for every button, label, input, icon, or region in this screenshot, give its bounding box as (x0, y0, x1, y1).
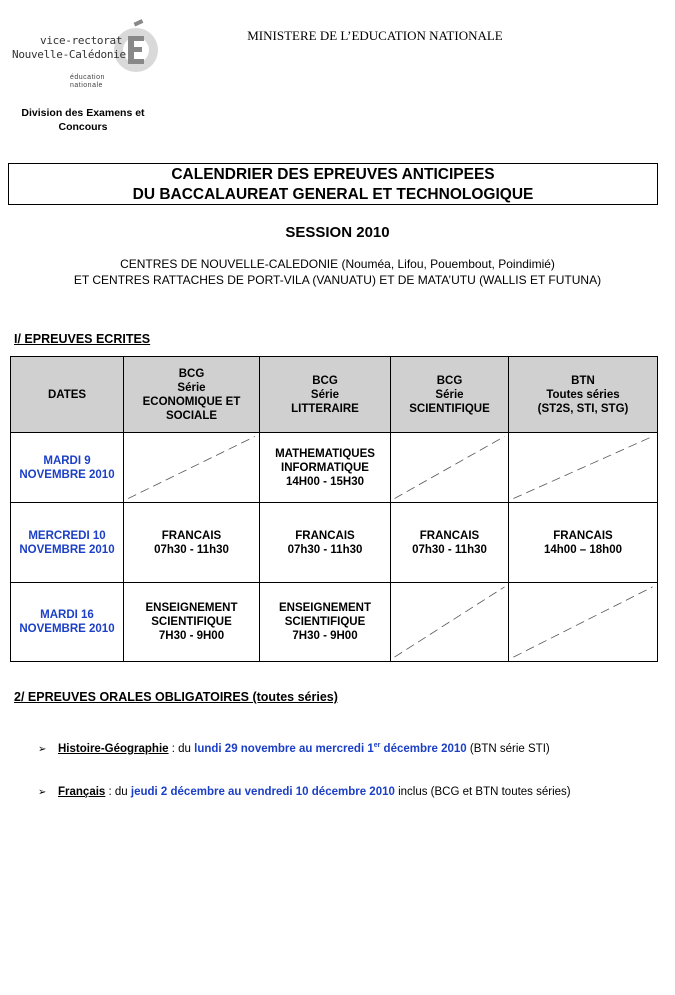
vice-rectorat-logo (10, 12, 160, 98)
empty-slot-cell (391, 583, 509, 662)
diagonal-strike-icon (509, 433, 657, 502)
centres-line2: ET CENTRES RATTACHES DE PORT-VILA (VANUATU) ET DE MATA’UTU (WALLIS ET FUTUNA) (73, 273, 602, 287)
column-header: DATES (11, 357, 124, 433)
oral-subject: Français (58, 786, 106, 798)
title-line2: DU BACCALAUREAT GENERAL ET TECHNOLOGIQUE (132, 186, 534, 203)
exam-slot-cell: MATHEMATIQUES INFORMATIQUE 14H00 - 15H30 (260, 433, 391, 503)
table-row (11, 503, 658, 583)
section-oral-exams-title: 2/ EPREUVES ORALES OBLIGATOIRES (toutes séries) (14, 690, 338, 704)
centres-text (0, 256, 675, 288)
table-header-row (11, 357, 658, 433)
column-header: BCG Série LITTERAIRE (260, 357, 391, 433)
exam-slot-cell: ENSEIGNEMENT SCIENTIFIQUE 7H30 - 9H00 (124, 583, 260, 662)
column-header: BTN Toutes séries (ST2S, STI, STG) (509, 357, 658, 433)
column-header: BCG Série ECONOMIQUE ET SOCIALE (124, 357, 260, 433)
exam-schedule-table (10, 356, 657, 662)
oral-exam-item-french: ➢ Français : du jeudi 2 décembre au vendredi 10 décembre 2010 inclus (BCG et BTN toutes séries) (38, 786, 571, 798)
table-row (11, 583, 658, 662)
session-heading: SESSION 2010 (285, 224, 390, 241)
diagonal-strike-icon (509, 583, 657, 661)
arrow-bullet-icon: ➢ (38, 787, 47, 798)
exam-slot-cell: FRANCAIS 07h30 - 11h30 (391, 503, 509, 583)
exam-date-cell: MARDI 9 NOVEMBRE 2010 (11, 433, 124, 503)
ministry-heading: MINISTERE DE L’EDUCATION NATIONALE (247, 28, 503, 43)
diagonal-strike-icon (391, 583, 508, 661)
exam-slot-cell: FRANCAIS 07h30 - 11h30 (260, 503, 391, 583)
empty-slot-cell (124, 433, 260, 503)
empty-slot-cell (509, 583, 658, 662)
diagonal-strike-icon (391, 433, 508, 502)
oral-exam-item-history: ➢ Histoire-Géographie : du lundi 29 novembre au mercredi 1er décembre 2010 (BTN série STI) (38, 742, 550, 755)
table-row (11, 433, 658, 503)
oral-dates: lundi 29 novembre au mercredi 1 (194, 742, 374, 755)
logo-text-line1: vice-rectorat (40, 34, 123, 47)
empty-slot-cell (509, 433, 658, 503)
centres-line1: CENTRES DE NOUVELLE-CALEDONIE (Nouméa, Lifou, Pouembout, Poindimié) (120, 257, 555, 271)
division-label: Division des Examens et Concours (21, 107, 145, 133)
oral-dates: jeudi 2 décembre au vendredi 10 décembre 2010 (130, 786, 395, 798)
e-emblem-icon (110, 12, 162, 82)
exam-slot-cell: FRANCAIS 14h00 – 18h00 (509, 503, 658, 583)
logo-text-line3: éducation nationale (70, 74, 105, 89)
document-title-box (8, 163, 658, 205)
title-line1: CALENDRIER DES EPREUVES ANTICIPEES (171, 166, 495, 183)
oral-subject: Histoire-Géographie (58, 742, 169, 755)
exam-slot-cell: ENSEIGNEMENT SCIENTIFIQUE 7H30 - 9H00 (260, 583, 391, 662)
logo-text-line2: Nouvelle-Calédonie (12, 48, 126, 61)
section-written-exams-title: I/ EPREUVES ECRITES (14, 332, 151, 346)
column-header: BCG Série SCIENTIFIQUE (391, 357, 509, 433)
exam-date-cell: MERCREDI 10 NOVEMBRE 2010 (11, 503, 124, 583)
diagonal-strike-icon (124, 433, 259, 502)
empty-slot-cell (391, 433, 509, 503)
arrow-bullet-icon: ➢ (38, 743, 47, 755)
exam-date-cell: MARDI 16 NOVEMBRE 2010 (11, 583, 124, 662)
exam-slot-cell: FRANCAIS 07h30 - 11h30 (124, 503, 260, 583)
